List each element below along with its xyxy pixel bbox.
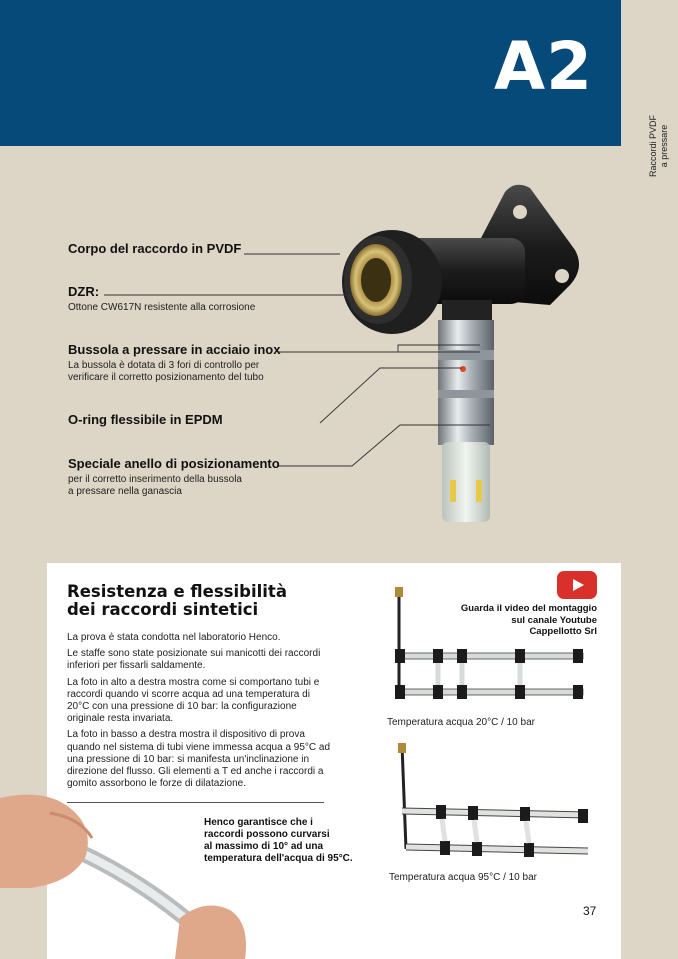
video-caption-line: sul canale Youtube [511, 614, 597, 626]
callout-bussola [68, 342, 280, 384]
callout-title: DZR: [68, 284, 100, 299]
callout-body [68, 241, 241, 256]
quote-line: temperatura dell'acqua di 95°C. [204, 853, 353, 864]
quote-line: Henco garantisce che i [204, 817, 313, 828]
callout-desc-line: a pressare nella ganascia [68, 486, 182, 497]
callout-desc: Ottone CW617N resistente alla corrosione [68, 302, 256, 313]
photo-caption-95c: Temperatura acqua 95°C / 10 bar [389, 872, 537, 883]
callout-title: Speciale anello di posizionamento [68, 456, 280, 471]
video-caption-line: Guarda il video del montaggio [460, 603, 597, 614]
side-tab-line-1: Raccordi PVDF [648, 115, 658, 178]
hands-pipe-illustration [0, 788, 300, 959]
callout-title: Corpo del raccordo in PVDF [68, 241, 242, 256]
callout-dzr [68, 284, 255, 314]
paragraph: Le staffe sono state posizionate sui manicotti dei raccordi inferiori per fissarli saldamente. [67, 648, 321, 672]
callout-oring [68, 412, 223, 427]
info-card [47, 563, 621, 959]
paragraph: La foto in alto a destra mostra come si comportano tubi e raccordi quando vi scorre acqua ad una temperatura di 20°C con una pressione di 10 bar: la configurazione originale resta invariata. [67, 676, 320, 725]
callout-desc-line: verificare il corretto posizionamento del tubo [68, 372, 264, 383]
quote-line: al massimo di 10° ad una [204, 841, 324, 852]
paragraph: La prova è stata condotta nel laboratorio Henco. [67, 632, 281, 643]
photo-caption-20c: Temperatura acqua 20°C / 10 bar [387, 717, 535, 728]
guarantee-quote [204, 817, 364, 865]
callout-desc-line: per il corretto inserimento della bussola [68, 474, 242, 485]
card-title-line: Resistenza e flessibilità [67, 582, 287, 601]
card-body [67, 632, 335, 794]
video-caption-line: Cappellotto Srl [529, 626, 597, 637]
callout-anello [68, 456, 280, 498]
callout-desc-line: La bussola è dotata di 3 fori di controllo per [68, 360, 260, 371]
callout-title: Bussola a pressare in acciaio inox [68, 342, 281, 357]
side-tab-line-2: a pressare [659, 124, 669, 168]
card-title-line: dei raccordi sintetici [67, 600, 259, 619]
test-photo-20c [387, 585, 587, 705]
callout-title: O-ring flessibile in EPDM [68, 412, 223, 427]
quote-line: raccordi possono curvarsi [204, 829, 330, 840]
page-number: 37 [583, 904, 597, 918]
section-code: A2 [493, 28, 593, 105]
card-title [67, 583, 287, 619]
test-photo-95c [392, 741, 592, 861]
paragraph: La foto in basso a destra mostra il dispositivo di prova quando nel sistema di tubi viene immessa acqua a 95°C ad una pressione di 10 bar: si manifesta un'inclinazione in direzione del flusso. Gli elementi a T ed anche i raccordi a gomito assorbono le forze di dilatazione. [67, 729, 331, 790]
